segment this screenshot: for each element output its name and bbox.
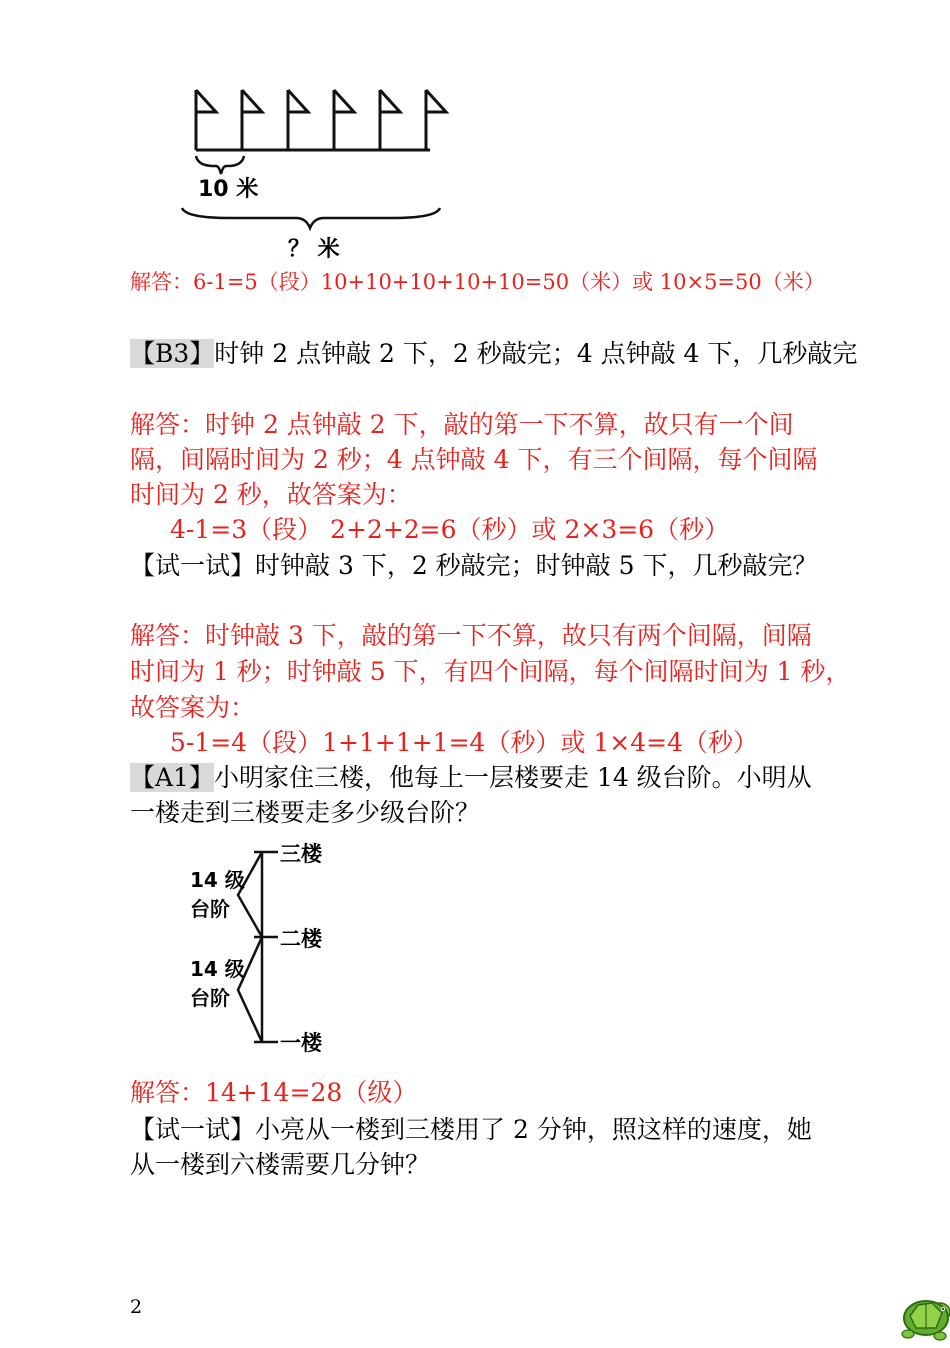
floor-3-label: 三楼 (280, 842, 322, 866)
try-text: 小亮从一楼到三楼用了 2 分钟，照这样的速度，她 (255, 1115, 812, 1144)
answer-try1-formula: 5-1=4（段）1+1+1+1=4（秒）或 1×4=4（秒） (170, 728, 758, 757)
answer-b3-formula: 4-1=3（段） 2+2+2=6（秒）或 2×3=6（秒） (170, 515, 730, 544)
floor-2-label: 二楼 (280, 927, 322, 951)
answer-try1-line: 时间为 1 秒；时钟敲 5 下，有四个间隔，每个间隔时间为 1 秒， (130, 657, 851, 686)
question-tag: 【A1】 (130, 763, 214, 792)
small-brace-label: 10 米 (198, 177, 259, 202)
steps-label-lower-2: 台阶 (190, 986, 230, 1010)
steps-label-upper: 14 级 (190, 868, 245, 892)
question-a1-line2: 一楼走到三楼要走多少级台阶？ (130, 798, 481, 827)
try-tag: 【试一试】 (130, 1115, 256, 1144)
question-tag: 【B3】 (130, 339, 215, 368)
answer-b3-line: 隔，间隔时间为 2 秒；4 点钟敲 4 下，有三个间隔，每个间隔 (130, 445, 818, 474)
answer-b2: 解答：6-1=5（段）10+10+10+10+10=50（米）或 10×5=50（米） (130, 270, 825, 294)
answer-a1: 解答：14+14=28（级） (130, 1078, 418, 1107)
page-number: 2 (130, 1296, 143, 1318)
big-brace-label: ？ 米 (288, 237, 340, 262)
question-text: 小明家住三楼，他每上一层楼要走 14 级台阶。小明从 (213, 763, 812, 792)
floor-1-label: 一楼 (280, 1031, 322, 1055)
steps-label-lower: 14 级 (190, 957, 245, 981)
answer-b3-line: 时间为 2 秒，故答案为： (130, 480, 412, 509)
try-tag: 【试一试】 (130, 551, 256, 580)
steps-label-upper-2: 台阶 (190, 897, 230, 921)
answer-b3-line: 解答：时钟 2 点钟敲 2 下，敲的第一下不算，故只有一个间 (130, 410, 794, 439)
answer-try1-line: 故答案为： (130, 693, 256, 722)
question-text: 时钟 2 点钟敲 2 下，2 秒敲完；4 点钟敲 4 下，几秒敲完 (214, 339, 858, 368)
answer-try1-line: 解答：时钟敲 3 下，敲的第一下不算，故只有两个间隔，间隔 (130, 621, 812, 650)
try-text: 时钟敲 3 下，2 秒敲完；时钟敲 5 下，几秒敲完？ (255, 551, 818, 580)
try-it-2-line2: 从一楼到六楼需要几分钟？ (130, 1150, 431, 1179)
